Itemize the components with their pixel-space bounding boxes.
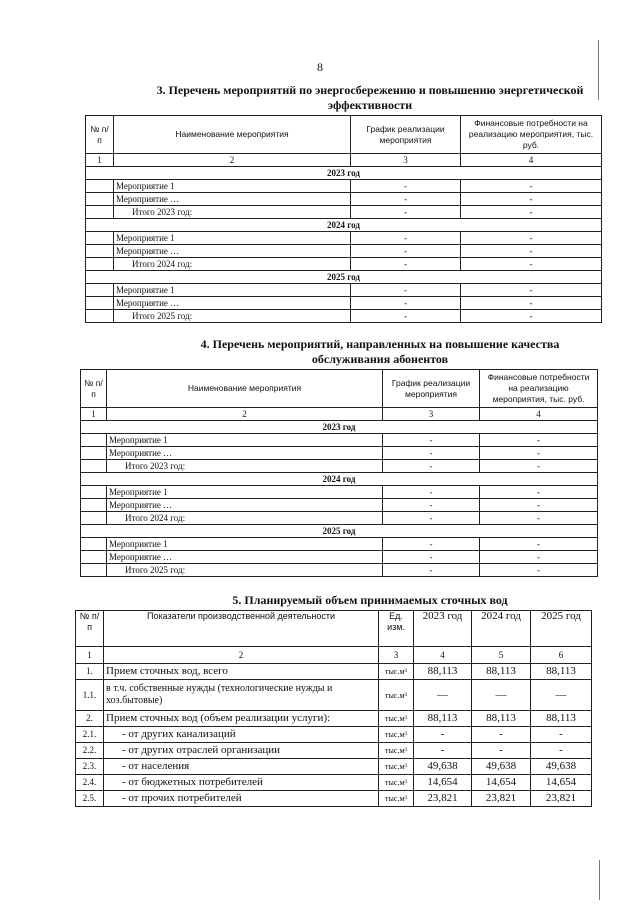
col-header-2023: 2023 год — [414, 611, 472, 647]
finance-cell: - — [461, 258, 602, 271]
schedule-cell: - — [383, 538, 480, 551]
table-row — [81, 486, 598, 499]
schedule-cell: - — [383, 486, 480, 499]
schedule-cell: - — [351, 310, 461, 323]
schedule-cell: - — [351, 193, 461, 206]
total-label: Итого 2023 год: — [114, 206, 351, 219]
section4-title-line2: обслуживания абонентов — [311, 352, 449, 366]
year-row: 2025 год — [86, 271, 602, 284]
table-row — [86, 284, 602, 297]
indicator-name: - от населения — [104, 759, 379, 775]
table-row — [76, 775, 592, 791]
schedule-cell: - — [383, 499, 480, 512]
value-2024: - — [472, 743, 531, 759]
section3-table — [85, 115, 602, 323]
value-2024: 14,654 — [472, 775, 531, 791]
table-row — [86, 310, 602, 323]
section3-title — [140, 83, 600, 113]
section4-table — [80, 369, 598, 577]
finance-cell: - — [461, 284, 602, 297]
total-label: Итого 2023 год: — [107, 460, 383, 473]
col-header-num: № п/п — [81, 370, 107, 408]
row-num: 1.1. — [76, 680, 104, 711]
index-cell: 5 — [472, 647, 531, 664]
value-2024: - — [472, 727, 531, 743]
measure-name: Мероприятие … — [114, 193, 351, 206]
schedule-cell: - — [351, 180, 461, 193]
index-cell: 3 — [379, 647, 414, 664]
col-header-indicator: Показатели производственной деятельности — [104, 611, 379, 647]
finance-cell: - — [461, 206, 602, 219]
col-header-finance: Финансовые потребности на реализацию мероприятия, тыс. руб. — [480, 370, 598, 408]
measure-name: Мероприятие … — [114, 297, 351, 310]
total-label: Итого 2024 год: — [114, 258, 351, 271]
col-header-2024: 2024 год — [472, 611, 531, 647]
index-cell: 4 — [414, 647, 472, 664]
unit-cell: тыс.м³ — [379, 711, 414, 727]
col-header-name: Наименование мероприятия — [107, 370, 383, 408]
finance-cell: - — [480, 499, 598, 512]
total-label: Итого 2025 год: — [114, 310, 351, 323]
value-2025: - — [531, 727, 592, 743]
finance-cell: - — [461, 232, 602, 245]
section4-title-line1: 4. Перечень мероприятий, направленных на повышение качества — [200, 337, 560, 351]
indicator-name: - от других отраслей организации — [104, 743, 379, 759]
table-row — [81, 434, 598, 447]
unit-cell: тыс.м³ — [379, 759, 414, 775]
total-label: Итого 2025 год: — [107, 564, 383, 577]
value-2023: — — [414, 680, 472, 711]
scan-margin-mark — [598, 40, 599, 100]
value-2025: — — [531, 680, 592, 711]
section3-title-line2: эффективности — [327, 98, 413, 112]
year-row: 2025 год — [81, 525, 598, 538]
schedule-cell: - — [383, 434, 480, 447]
row-num: 1. — [76, 664, 104, 680]
value-2025: 23,821 — [531, 791, 592, 807]
value-2024: — — [472, 680, 531, 711]
measure-name: Мероприятие 1 — [107, 538, 383, 551]
schedule-cell: - — [351, 232, 461, 245]
finance-cell: - — [461, 297, 602, 310]
schedule-cell: - — [351, 284, 461, 297]
table-row — [86, 258, 602, 271]
value-2024: 49,638 — [472, 759, 531, 775]
table-row — [76, 727, 592, 743]
index-cell: 3 — [351, 154, 461, 167]
table-row — [86, 245, 602, 258]
value-2023: 88,113 — [414, 711, 472, 727]
page-number: 8 — [317, 60, 323, 74]
finance-cell: - — [480, 434, 598, 447]
schedule-cell: - — [383, 551, 480, 564]
row-num: 2.3. — [76, 759, 104, 775]
measure-name: Мероприятие 1 — [107, 434, 383, 447]
schedule-cell: - — [383, 460, 480, 473]
total-label: Итого 2024 год: — [107, 512, 383, 525]
value-2024: 88,113 — [472, 711, 531, 727]
indicator-name: - от бюджетных потребителей — [104, 775, 379, 791]
table-row — [81, 564, 598, 577]
scan-margin-mark — [599, 860, 600, 900]
measure-name: Мероприятие … — [107, 499, 383, 512]
table-row — [81, 512, 598, 525]
finance-cell: - — [461, 245, 602, 258]
table-row — [86, 232, 602, 245]
col-header-schedule: График реализации мероприятия — [383, 370, 480, 408]
table-row — [76, 759, 592, 775]
section3-title-line1: 3. Перечень мероприятий по энергосбережению и повышению энергетической — [156, 83, 584, 97]
schedule-cell: - — [351, 258, 461, 271]
index-cell: 2 — [104, 647, 379, 664]
row-num: 2.5. — [76, 791, 104, 807]
value-2025: 88,113 — [531, 711, 592, 727]
schedule-cell: - — [351, 297, 461, 310]
index-cell: 2 — [114, 154, 351, 167]
year-row: 2024 год — [81, 473, 598, 486]
table-row — [81, 460, 598, 473]
measure-name: Мероприятие 1 — [107, 486, 383, 499]
table-row — [76, 680, 592, 711]
unit-cell: тыс.м³ — [379, 680, 414, 711]
schedule-cell: - — [351, 206, 461, 219]
unit-cell: тыс.м³ — [379, 727, 414, 743]
index-cell: 2 — [107, 408, 383, 421]
unit-cell: тыс.м³ — [379, 791, 414, 807]
col-header-2025: 2025 год — [531, 611, 592, 647]
table-row — [86, 193, 602, 206]
table-row — [81, 538, 598, 551]
finance-cell: - — [461, 193, 602, 206]
col-header-finance: Финансовые потребности на реализацию мероприятия, тыс. руб. — [461, 116, 602, 154]
table-row — [76, 664, 592, 680]
index-cell: 1 — [76, 647, 104, 664]
section5-table — [75, 610, 592, 807]
index-cell: 6 — [531, 647, 592, 664]
section5-title: 5. Планируемый объем принимаемых сточных вод — [232, 593, 508, 607]
row-num: 2.1. — [76, 727, 104, 743]
finance-cell: - — [480, 486, 598, 499]
value-2024: 23,821 — [472, 791, 531, 807]
finance-cell: - — [480, 538, 598, 551]
row-num: 2.4. — [76, 775, 104, 791]
value-2023: 88,113 — [414, 664, 472, 680]
col-header-num: № п/п — [76, 611, 104, 647]
unit-cell: тыс.м³ — [379, 664, 414, 680]
year-row: 2024 год — [86, 219, 602, 232]
year-row: 2023 год — [86, 167, 602, 180]
year-row: 2023 год — [81, 421, 598, 434]
measure-name: Мероприятие 1 — [114, 284, 351, 297]
value-2025: 49,638 — [531, 759, 592, 775]
measure-name: Мероприятие … — [107, 551, 383, 564]
finance-cell: - — [480, 564, 598, 577]
table-row — [81, 499, 598, 512]
schedule-cell: - — [383, 512, 480, 525]
index-cell: 4 — [480, 408, 598, 421]
index-cell: 4 — [461, 154, 602, 167]
table-row — [76, 711, 592, 727]
value-2023: - — [414, 727, 472, 743]
indicator-name: Прием сточных вод, всего — [104, 664, 379, 680]
row-num: 2. — [76, 711, 104, 727]
row-num: 2.2. — [76, 743, 104, 759]
value-2023: 23,821 — [414, 791, 472, 807]
section4-title — [170, 337, 590, 367]
table-row — [81, 551, 598, 564]
schedule-cell: - — [351, 245, 461, 258]
measure-name: Мероприятие 1 — [114, 232, 351, 245]
value-2024: 88,113 — [472, 664, 531, 680]
measure-name: Мероприятие 1 — [114, 180, 351, 193]
unit-cell: тыс.м³ — [379, 743, 414, 759]
table-row — [76, 791, 592, 807]
index-cell: 3 — [383, 408, 480, 421]
finance-cell: - — [461, 180, 602, 193]
finance-cell: - — [480, 460, 598, 473]
finance-cell: - — [461, 310, 602, 323]
indicator-name: Прием сточных вод (объем реализации услуги): — [104, 711, 379, 727]
value-2025: 88,113 — [531, 664, 592, 680]
value-2025: 14,654 — [531, 775, 592, 791]
col-header-num: № п/п — [86, 116, 114, 154]
finance-cell: - — [480, 512, 598, 525]
measure-name: Мероприятие … — [107, 447, 383, 460]
index-cell: 1 — [86, 154, 114, 167]
measure-name: Мероприятие … — [114, 245, 351, 258]
table-row — [86, 180, 602, 193]
index-cell: 1 — [81, 408, 107, 421]
value-2023: 49,638 — [414, 759, 472, 775]
indicator-name: - от других канализаций — [104, 727, 379, 743]
schedule-cell: - — [383, 564, 480, 577]
table-row — [81, 447, 598, 460]
value-2023: - — [414, 743, 472, 759]
indicator-name: - от прочих потребителей — [104, 791, 379, 807]
value-2023: 14,654 — [414, 775, 472, 791]
finance-cell: - — [480, 447, 598, 460]
value-2025: - — [531, 743, 592, 759]
col-header-schedule: График реализации мероприятия — [351, 116, 461, 154]
unit-cell: тыс.м³ — [379, 775, 414, 791]
col-header-name: Наименование мероприятия — [114, 116, 351, 154]
table-row — [86, 206, 602, 219]
table-row — [76, 743, 592, 759]
table-row — [86, 297, 602, 310]
col-header-unit: Ед. изм. — [379, 611, 414, 647]
indicator-name: в т.ч. собственные нужды (технологические нужды и хоз.бытовые) — [104, 680, 379, 711]
finance-cell: - — [480, 551, 598, 564]
schedule-cell: - — [383, 447, 480, 460]
